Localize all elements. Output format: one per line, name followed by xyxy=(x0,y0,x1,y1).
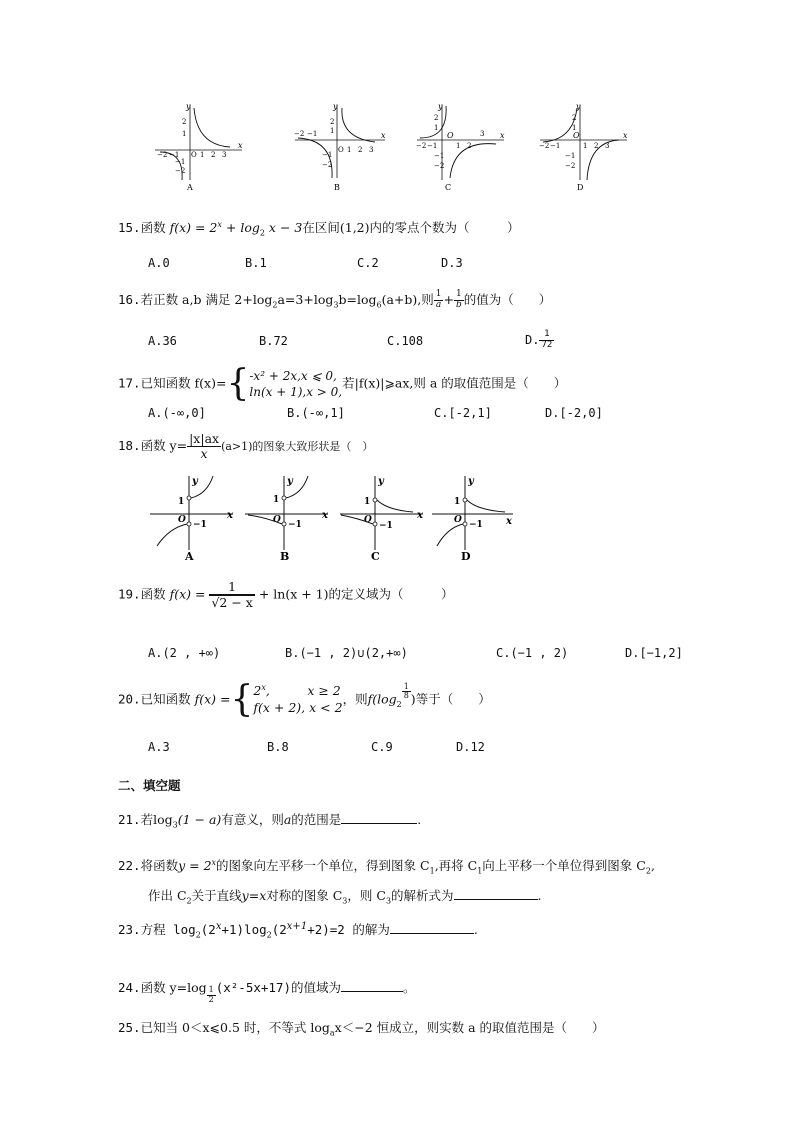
question-24: 24.函数 y=log $\frac{1}{2}$ (x²-5x+17)的值域为 。 xyxy=(118,980,416,1004)
svg-text:1: 1 xyxy=(583,142,588,150)
q15-option-c[interactable]: C.2 xyxy=(357,256,379,270)
q15-option-b[interactable]: B.1 xyxy=(245,256,267,270)
question-25: 25.已知当 0＜x⩽0.5 时，不等式 $\log_ax<-2$ 恒成立，则实数 a 的取值范围是（ ） xyxy=(118,1020,605,1038)
svg-text:2: 2 xyxy=(467,142,472,150)
q18-graph-c xyxy=(340,476,424,563)
top-graphs xyxy=(150,100,640,195)
q23-answer-blank[interactable] xyxy=(390,921,474,934)
svg-text:x: x xyxy=(506,516,512,527)
question-15: 15.函数 $f(x) = 2^x + \log_2 x - 3$在区间(1,2)内的零点个数为（ ） xyxy=(118,219,520,238)
svg-text:3: 3 xyxy=(369,146,374,154)
q16-option-a[interactable]: A.36 xyxy=(148,334,177,348)
svg-text:−1: −1 xyxy=(379,521,393,531)
svg-text:x: x xyxy=(322,510,328,521)
graph-label-a: A xyxy=(187,183,193,192)
svg-text:−1: −1 xyxy=(193,520,207,530)
q18-label-a: A xyxy=(185,550,194,563)
q20-option-d[interactable]: D.12 xyxy=(456,740,485,754)
svg-text:x: x xyxy=(500,131,505,140)
svg-text:−2: −2 xyxy=(322,161,333,169)
svg-text:y: y xyxy=(333,102,338,111)
svg-text:−2: −2 xyxy=(416,142,427,150)
q20-option-c[interactable]: C.9 xyxy=(371,740,393,754)
q21-answer-blank[interactable] xyxy=(341,811,417,824)
q20-option-b[interactable]: B.8 xyxy=(267,740,289,754)
q22-answer-blank[interactable] xyxy=(454,887,538,900)
svg-text:3: 3 xyxy=(605,142,610,150)
q17-option-b[interactable]: B.(-∞,1] xyxy=(287,406,345,420)
svg-text:1: 1 xyxy=(273,495,280,505)
svg-text:−2: −2 xyxy=(539,142,550,150)
svg-text:−1: −1 xyxy=(288,520,302,530)
q19-option-a[interactable]: A.(2 , +∞) xyxy=(148,646,221,660)
q24-answer-blank[interactable] xyxy=(341,979,403,992)
svg-text:2: 2 xyxy=(434,114,439,122)
svg-text:y: y xyxy=(576,102,581,111)
svg-text:x: x xyxy=(227,510,233,521)
q19-option-c[interactable]: C.(−1 , 2) xyxy=(496,646,569,660)
svg-text:y: y xyxy=(287,476,293,487)
question-18: 18.函数 y= $\frac{|x|ax}{x}$ (a>1)的图象大致形状是（ ） xyxy=(118,431,374,461)
q20-option-a[interactable]: A.3 xyxy=(148,740,170,754)
graph-label-b: B xyxy=(334,183,340,192)
section-heading: 二、填空题 xyxy=(118,778,181,793)
graph-c xyxy=(416,102,505,192)
svg-text:−1: −1 xyxy=(434,152,445,160)
svg-text:2: 2 xyxy=(211,151,216,159)
svg-text:y: y xyxy=(192,476,198,487)
graph-d xyxy=(539,102,628,192)
svg-text:x: x xyxy=(623,131,628,140)
svg-text:O: O xyxy=(447,131,454,140)
svg-text:3: 3 xyxy=(222,151,227,159)
svg-text:1: 1 xyxy=(572,124,577,132)
svg-text:−1: −1 xyxy=(427,142,438,150)
svg-text:O: O xyxy=(273,515,281,525)
svg-text:1: 1 xyxy=(200,151,205,159)
question-23: 23.方程 $\log_2(2^x+1)\log_2(2^{x+1}+2)=2$ 的解为 . xyxy=(118,920,478,940)
q18-label-c: C xyxy=(371,550,380,563)
q18-label-b: B xyxy=(280,550,290,563)
svg-text:2: 2 xyxy=(182,118,187,126)
question-17: 17.已知函数 f(x)={ -x² + 2x,x ⩽ 0, ln(x + 1),x > 0, 若|f(x)|⩾ax,则 a 的取值范围是（ ） xyxy=(118,363,567,404)
svg-text:−1: −1 xyxy=(322,151,333,159)
svg-text:−1: −1 xyxy=(565,152,576,160)
graph-label-d: D xyxy=(577,183,584,192)
svg-text:1: 1 xyxy=(330,127,335,135)
q18-graph-b xyxy=(245,476,329,563)
svg-text:−2: −2 xyxy=(294,130,305,138)
svg-text:1: 1 xyxy=(347,146,352,154)
q16-option-b[interactable]: B.72 xyxy=(259,334,288,348)
svg-text:O: O xyxy=(454,515,462,525)
svg-text:y: y xyxy=(378,476,384,487)
q18-graph-a xyxy=(150,476,234,563)
q18-label-d: D xyxy=(461,550,471,563)
svg-text:y: y xyxy=(186,102,191,111)
svg-text:−1: −1 xyxy=(469,520,483,530)
svg-text:−2: −2 xyxy=(434,162,445,170)
q17-option-d[interactable]: D.[-2,0] xyxy=(545,406,603,420)
svg-text:1: 1 xyxy=(454,497,461,507)
svg-text:−2: −2 xyxy=(175,167,186,175)
svg-text:1: 1 xyxy=(182,130,187,138)
svg-text:−2: −2 xyxy=(565,162,576,170)
svg-text:2: 2 xyxy=(572,114,577,122)
svg-text:O: O xyxy=(573,131,580,140)
question-22-line-1: 22.将函数$y = 2^x$的图象向左平移一个单位，得到图象 $C_1$,再将 $C_1$向上平移一个单位得到图象 $C_2$, xyxy=(118,857,655,876)
q16-option-c[interactable]: C.108 xyxy=(387,334,424,348)
svg-text:2: 2 xyxy=(594,142,599,150)
svg-text:y: y xyxy=(468,476,474,487)
q15-option-d[interactable]: D.3 xyxy=(441,256,463,270)
svg-text:2: 2 xyxy=(358,146,363,154)
svg-text:O: O xyxy=(191,151,197,159)
q19-option-d[interactable]: D.[−1,2] xyxy=(625,646,683,660)
svg-text:−1: −1 xyxy=(307,130,318,138)
svg-text:−2: −2 xyxy=(157,151,168,159)
q17-option-c[interactable]: C.[-2,1] xyxy=(434,406,492,420)
svg-text:−1: −1 xyxy=(175,158,186,166)
svg-text:3: 3 xyxy=(480,130,485,138)
svg-text:−1: −1 xyxy=(550,142,561,150)
svg-text:1: 1 xyxy=(456,142,461,150)
q18-graph-d xyxy=(432,476,513,563)
question-22-line-2: 作出 $C_2$关于直线y=x对称的图象 $C_3$，则 $C_3$的解析式为 . xyxy=(148,888,542,906)
svg-text:1: 1 xyxy=(364,497,371,507)
svg-text:x: x xyxy=(381,131,386,140)
graph-a xyxy=(155,102,243,192)
svg-text:x: x xyxy=(238,141,243,150)
svg-text:O: O xyxy=(178,515,186,525)
graph-label-c: C xyxy=(445,183,452,192)
question-16: 16.若正数 a,b 满足 $2+\log_2a=3+\log_3b=\log_6(a+b)$,则 $\frac{1}{a}$ + $\frac{1}{b}$ 的值为（ ） xyxy=(118,289,552,310)
q19-option-b[interactable]: B.(−1 , 2)∪(2,+∞) xyxy=(285,646,408,660)
question-21: 21.若$\log_3(1 - a)$有意义，则a的范围是 . xyxy=(118,812,422,830)
svg-text:−1: −1 xyxy=(169,151,180,159)
q16-option-d[interactable]: D. $\frac{1}{72}$ xyxy=(525,329,553,350)
svg-text:O: O xyxy=(338,146,344,154)
svg-text:2: 2 xyxy=(330,118,335,126)
q15-option-a[interactable]: A.0 xyxy=(148,256,170,270)
svg-text:1: 1 xyxy=(434,124,439,132)
svg-text:x: x xyxy=(417,510,423,521)
svg-text:y: y xyxy=(438,102,443,111)
graph-b xyxy=(294,102,386,192)
svg-text:O: O xyxy=(364,515,372,525)
question-19: 19.函数 f(x) = $\frac{1}{√2 - x}$ + ln(x + 1)的定义域为（ ） xyxy=(118,579,454,610)
svg-text:1: 1 xyxy=(178,497,185,507)
q18-graphs xyxy=(145,472,515,564)
question-20: 20.已知函数 f(x) ={ 2$^x$, x ≥ 2 f(x + 2), x < 2 ，则$f(\log_2$ $\frac{1}{8}$ )等于（ ） xyxy=(118,679,491,720)
q17-option-a[interactable]: A.(-∞,0] xyxy=(148,406,206,420)
